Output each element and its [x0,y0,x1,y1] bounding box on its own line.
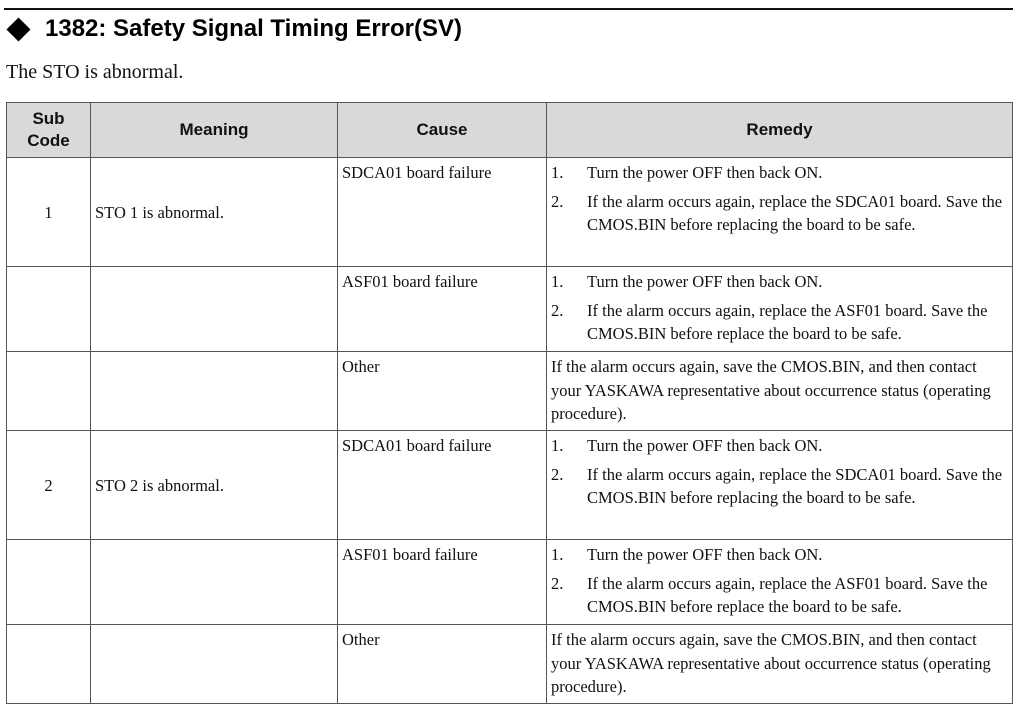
step-number: 1. [551,436,564,455]
meaning-cell: STO 2 is abnormal. [91,431,338,540]
step-number: 2. [551,191,564,211]
meaning-cell [91,540,338,625]
step-text: Turn the power OFF then back ON. [587,545,823,564]
cause-cell: SDCA01 board failure [338,431,547,540]
header-sub-code: Sub Code [7,103,91,158]
step-text: If the alarm occurs again, replace the SDCA01 board. Save the CMOS.BIN before replacing the board to be safe. [587,191,1003,234]
remedy-cell: If the alarm occurs again, save the CMOS.BIN, and then contact your YASKAWA representative about occurrence status (operating procedure). [547,625,1013,704]
table-row [7,352,1013,431]
remedy-step [551,161,1008,185]
intro-text: The STO is abnormal. [6,61,184,83]
table-row [7,267,1013,352]
remedy-cell: If the alarm occurs again, save the CMOS.BIN, and then contact your YASKAWA representative about occurrence status (operating procedure). [547,352,1013,431]
step-text: If the alarm occurs again, replace the ASF01 board. Save the CMOS.BIN before replace the board to be safe. [587,300,988,343]
remedy-list [551,161,1008,237]
step-text: If the alarm occurs again, replace the SDCA01 board. Save the CMOS.BIN before replacing the board to be safe. [587,464,1003,507]
sub-code-cell [7,267,91,352]
step-number: 1. [551,272,564,291]
cause-cell: ASF01 board failure [338,267,547,352]
step-number: 2. [551,464,564,484]
top-rule [4,8,1013,10]
remedy-step [551,270,1008,294]
alarm-table [6,102,1013,704]
header-remedy: Remedy [547,103,1013,158]
step-number: 1. [551,545,564,564]
remedy-cell [547,431,1013,540]
remedy-step [551,463,1008,510]
cause-cell: Other [338,352,547,431]
table-header-row [7,103,1013,158]
remedy-step [551,434,1008,458]
meaning-cell [91,267,338,352]
remedy-list [551,270,1008,346]
sub-code-cell [7,540,91,625]
step-text: If the alarm occurs again, replace the ASF01 board. Save the CMOS.BIN before replace the board to be safe. [587,573,988,616]
table-row [7,625,1013,704]
step-number: 2. [551,573,564,593]
sub-code-cell [7,352,91,431]
table-row [7,431,1013,540]
sub-code-cell: 1 [7,158,91,267]
section-title: 1382: Safety Signal Timing Error(SV) [45,15,463,42]
remedy-step [551,543,1008,567]
sub-code-cell: 2 [7,431,91,540]
remedy-step [551,299,1008,346]
step-number: 1. [551,163,564,182]
cause-cell: ASF01 board failure [338,540,547,625]
cause-cell: SDCA01 board failure [338,158,547,267]
step-number: 2. [551,300,564,320]
meaning-cell: STO 1 is abnormal. [91,158,338,267]
remedy-list [551,434,1008,510]
remedy-cell [547,158,1013,267]
sub-code-cell [7,625,91,704]
table-row [7,158,1013,267]
remedy-step [551,190,1008,237]
table-row [7,540,1013,625]
step-text: Turn the power OFF then back ON. [587,272,823,291]
meaning-cell [91,352,338,431]
remedy-cell [547,267,1013,352]
header-meaning: Meaning [91,103,338,158]
step-text: Turn the power OFF then back ON. [587,436,823,455]
meaning-cell [91,625,338,704]
remedy-cell [547,540,1013,625]
step-text: Turn the power OFF then back ON. [587,163,823,182]
diamond-bullet-icon [6,17,30,41]
section-heading [6,15,462,43]
remedy-step [551,572,1008,619]
cause-cell: Other [338,625,547,704]
header-cause: Cause [338,103,547,158]
remedy-list [551,543,1008,619]
